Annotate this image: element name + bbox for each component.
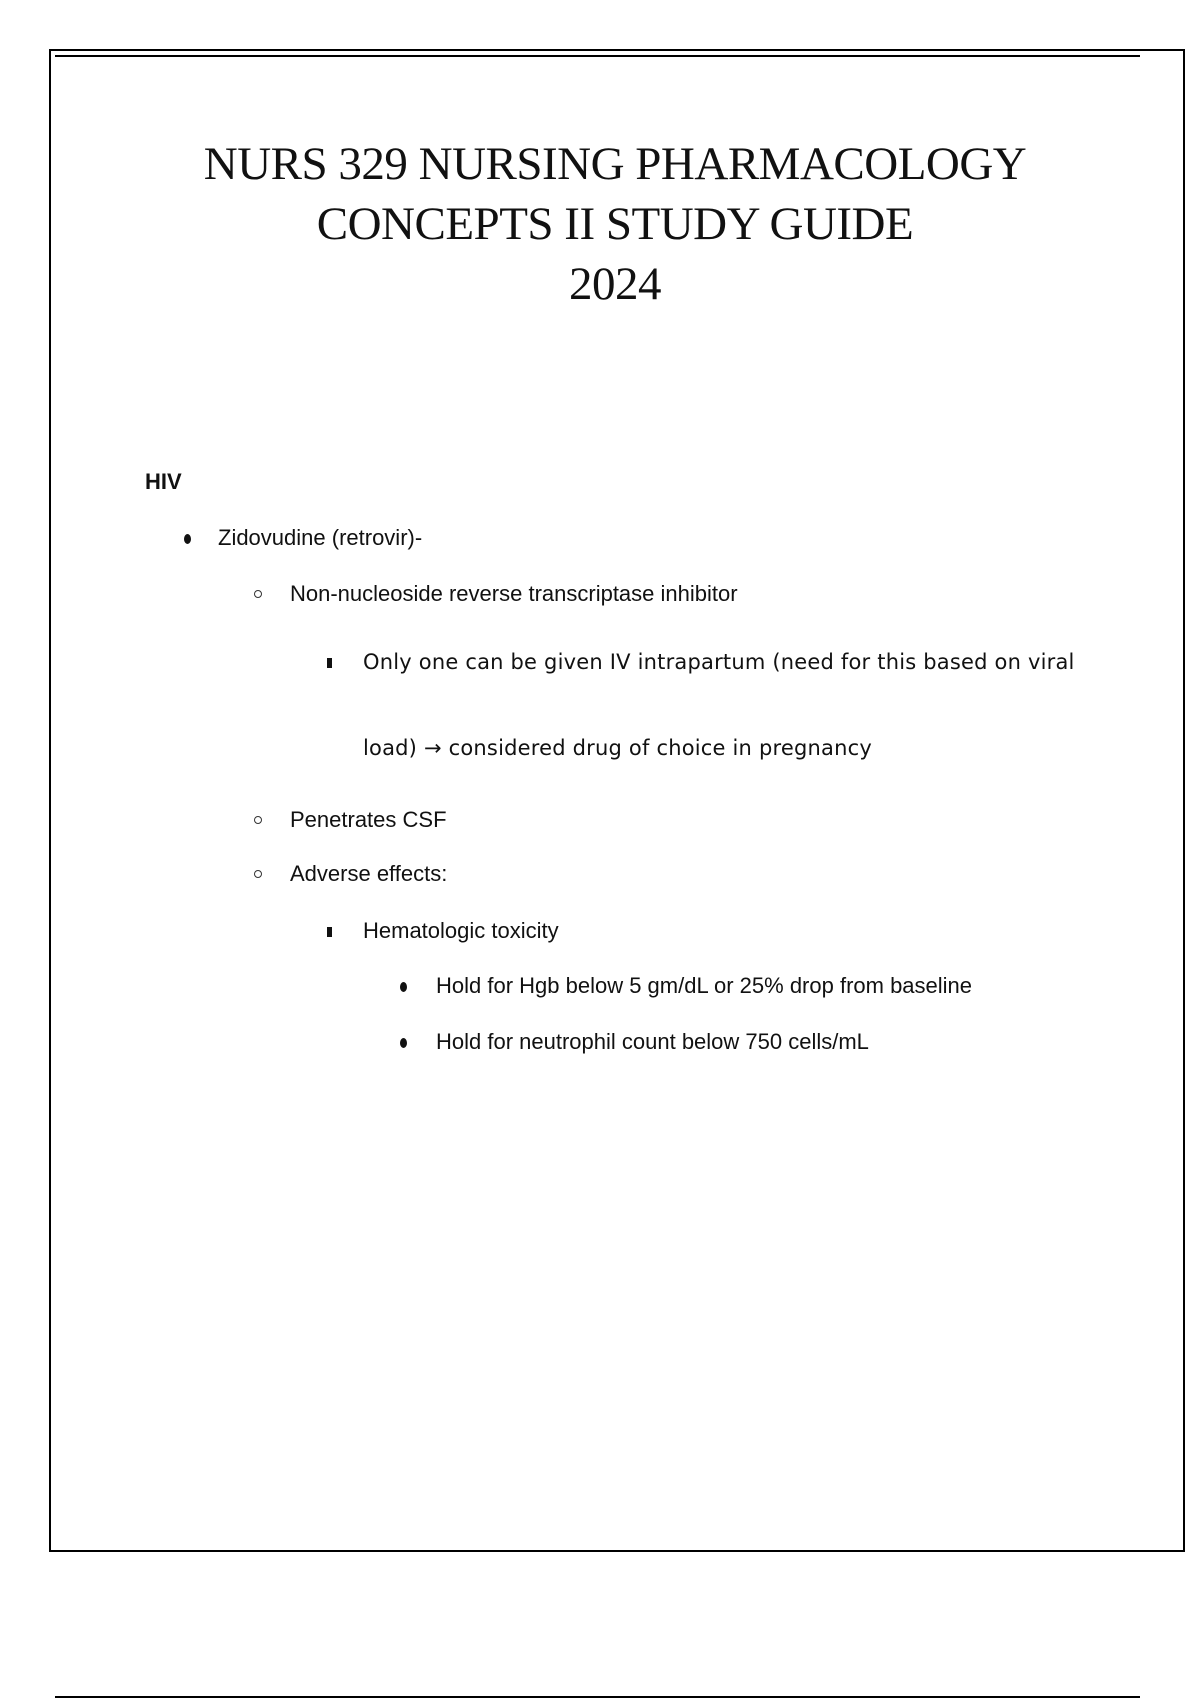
neutrophil-text: Hold for neutrophil count below 750 cells/mL: [436, 1029, 869, 1054]
disc-bullet-icon: [400, 1038, 407, 1048]
intrapartum-continuation: [363, 734, 872, 762]
intrapartum-line-1: Only one can be given IV intrapartum (need for this based on viral: [363, 650, 1075, 674]
circle-bullet-icon: [254, 816, 262, 824]
square-bullet-icon: [327, 658, 332, 668]
top-rule: [55, 55, 1140, 57]
section-heading: HIV: [145, 469, 182, 494]
title-line-2: CONCEPTS II STUDY GUIDE: [316, 198, 914, 250]
title-line-1: NURS 329 NURSING PHARMACOLOGY: [203, 138, 1027, 190]
bottom-rule: [55, 1696, 1140, 1698]
square-bullet-icon: [327, 927, 332, 937]
title-line-3: 2024: [569, 258, 661, 310]
hematologic-text: Hematologic toxicity: [363, 918, 559, 943]
csf-text: Penetrates CSF: [290, 807, 447, 832]
disc-bullet-icon: [184, 534, 191, 544]
hgb-text: Hold for Hgb below 5 gm/dL or 25% drop from baseline: [436, 973, 973, 998]
circle-bullet-icon: [254, 870, 262, 878]
document-title: [110, 134, 1120, 314]
circle-bullet-icon: [254, 590, 262, 598]
drug-label: Zidovudine (retrovir)-: [218, 525, 423, 550]
adverse-effects-text: Adverse effects:: [290, 861, 448, 886]
mechanism-text: Non-nucleoside reverse transcriptase inhibitor: [290, 581, 738, 606]
disc-bullet-icon: [400, 982, 407, 992]
intrapartum-line-2: load) → considered drug of choice in pregnancy: [363, 736, 872, 760]
